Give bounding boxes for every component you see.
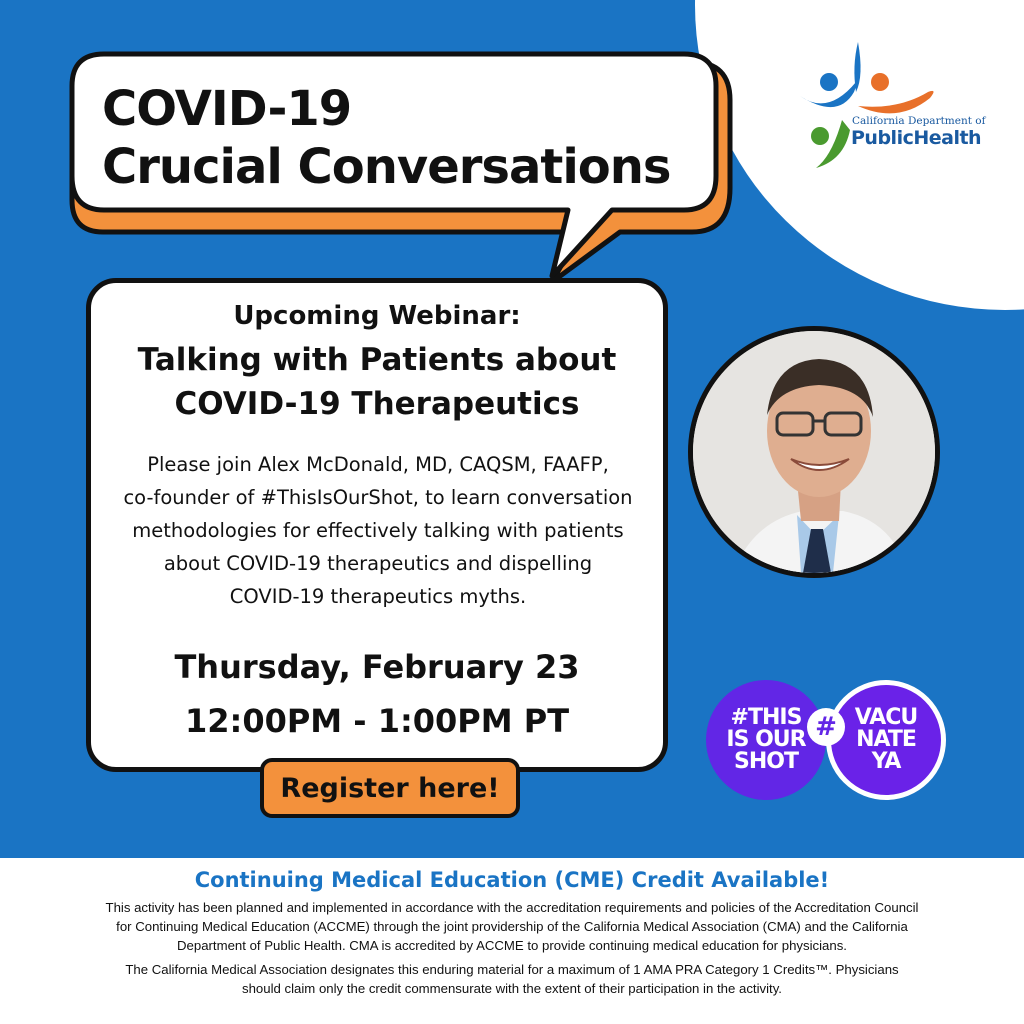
- logo-name-text: PublicHealth: [851, 127, 982, 149]
- topic-line-2: COVID-19 Therapeutics: [174, 386, 580, 422]
- event-title: [102, 80, 722, 196]
- description-line: co-founder of #ThisIsOurShot, to learn conversation: [123, 486, 633, 509]
- cme-line: The California Medical Association designates this enduring material for a maximum of 1 AMA PRA Category 1 Credits™. Physicians: [125, 962, 899, 977]
- badge-text: NATE: [856, 727, 916, 752]
- register-button[interactable]: Register here!: [260, 758, 520, 818]
- cme-line: should claim only the credit commensurate with the extent of their participation in the activity.: [242, 981, 782, 996]
- cme-paragraph-2: [30, 960, 994, 998]
- cme-line: Department of Public Health. CMA is accredited by ACCME to provide continuing medical education for physicians.: [177, 938, 847, 953]
- vacunate-ya-badge: [826, 680, 946, 800]
- badge-text: #THIS: [730, 705, 802, 730]
- badge-text: IS OUR: [726, 727, 806, 752]
- badge-text: YA: [871, 749, 901, 774]
- speaker-photo: [688, 326, 940, 578]
- title-line-1: COVID-19: [102, 81, 352, 137]
- upcoming-label: Upcoming Webinar:: [233, 301, 521, 331]
- cme-title: Continuing Medical Education (CME) Credit Available!: [194, 868, 830, 892]
- title-line-2: Crucial Conversations: [102, 139, 671, 195]
- description-line: about COVID-19 therapeutics and dispelling: [163, 552, 593, 575]
- description: [100, 448, 656, 613]
- description-line: Please join Alex McDonald, MD, CAQSM, FAAFP,: [147, 453, 609, 476]
- event-time: 12:00PM - 1:00PM PT: [184, 702, 570, 740]
- logo-dept-text: California Department of: [852, 115, 986, 127]
- description-line: COVID-19 therapeutics myths.: [229, 585, 527, 608]
- event-date: Thursday, February 23: [174, 648, 580, 686]
- speaker-illustration: [693, 331, 935, 573]
- cme-line: This activity has been planned and implemented in accordance with the accreditation requirements and policies of the Accreditation Council: [105, 900, 919, 915]
- hashtag-icon: #: [807, 708, 845, 746]
- cdph-logo: [798, 36, 998, 176]
- badge-text: VACU: [854, 705, 918, 730]
- topic-line-1: Talking with Patients about: [137, 342, 617, 378]
- cme-line: for Continuing Medical Education (ACCME) through the joint providership of the California Medical Association (CMA) and the California: [116, 919, 908, 934]
- this-is-our-shot-badge: [706, 680, 826, 800]
- cme-paragraph-1: [30, 898, 994, 955]
- badge-text: SHOT: [734, 749, 798, 774]
- description-line: methodologies for effectively talking with patients: [132, 519, 624, 542]
